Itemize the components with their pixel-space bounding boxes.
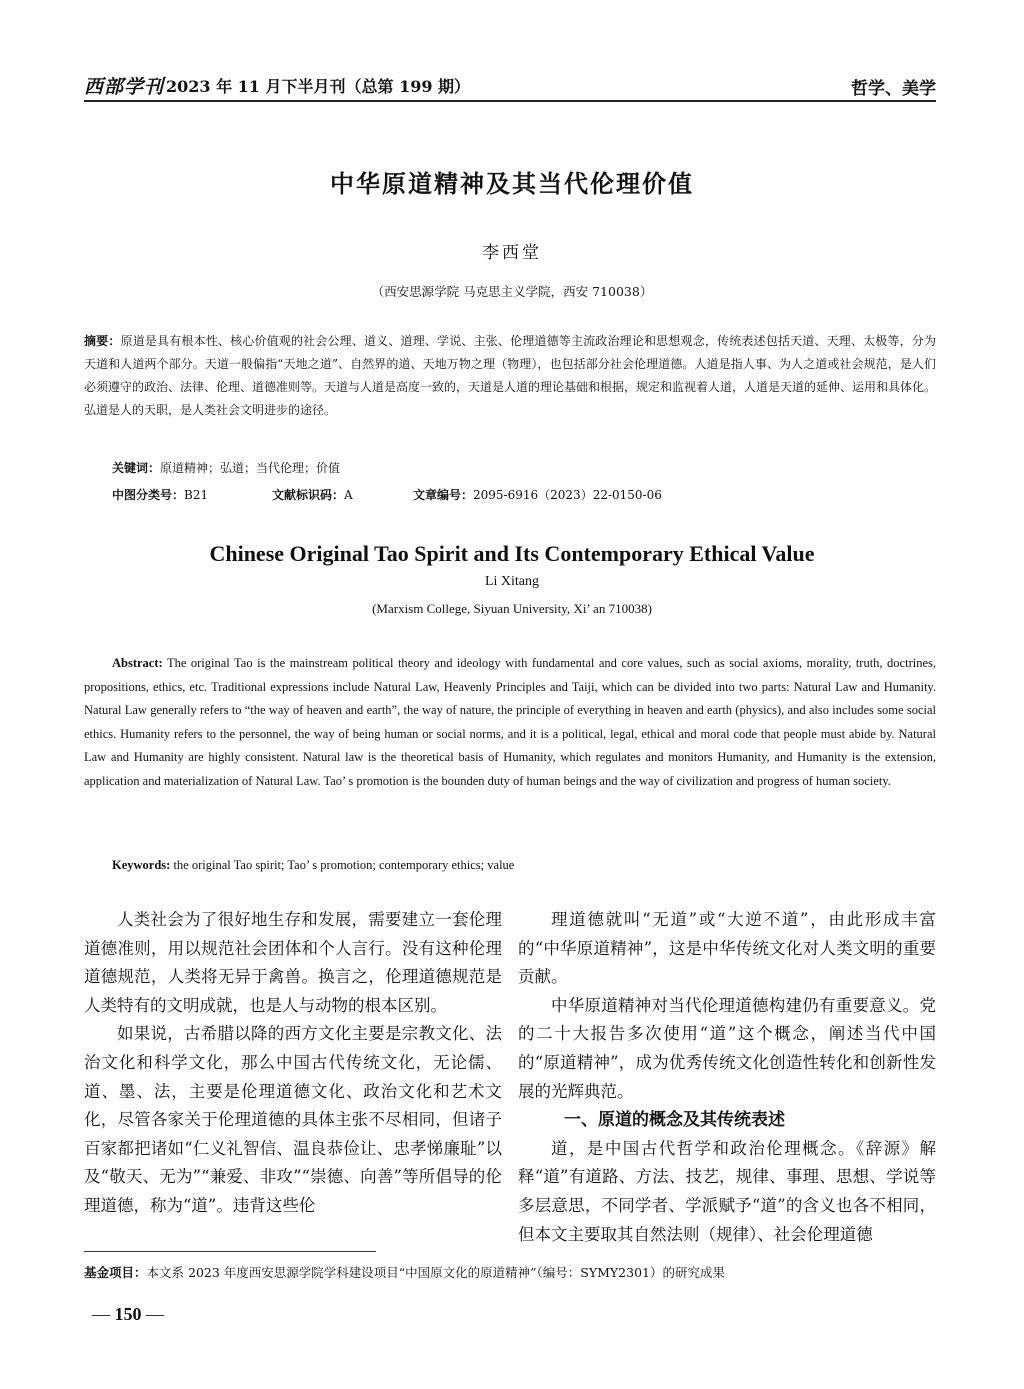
footnote-rule [84, 1251, 376, 1252]
page-number: — 150 — [92, 1304, 164, 1324]
body-column-right [518, 906, 936, 1249]
article-number-label: 文章编号： [413, 488, 474, 502]
keywords-cn [112, 459, 340, 476]
article-number [413, 486, 662, 503]
page-number-value: 150 [114, 1304, 142, 1324]
body-paragraph: 如果说，古希腊以降的西方文化主要是宗教文化、法治文化和科学文化，那么中国古代传统文化，无论儒、道、墨、法，主要是伦理道德文化、政治文化和艺术文化，尽管各家关于伦理道德的具体主张不尽相同，但诸子百家都把诸如“仁义礼智信、温良恭俭让、忠孝悌廉耻”以及“敬天、无为”“兼爱、非攻”“崇德、向善”等所倡导的伦理道德，称为“道”。违背这些伦 [84, 1024, 502, 1215]
keywords-en [112, 858, 514, 873]
abstract-cn-text: 原道是具有根本性、核心价值观的社会公理、道义、道理、学说、主张、伦理道德等主流政治理论和思想观念，传统表述包括天道、天理、太极等，分为天道和人道两个部分。天道一般偏指“天地之道”、自然界的道、天地万物之理（物理），也包括部分社会伦理道德。人道是指人事、为人之道或社会规范，是人们必须遵守的政治、法律、伦理、道德准则等。天道与人道是高度一致的，天道是人道的理论基础和根据，规定和监视着人道，人道是天道的延伸、运用和具体化。弘道是人的天职，是人类社会文明进步的途径。 [84, 334, 937, 417]
section-heading: 一、原道的概念及其传统表述 [564, 1110, 785, 1131]
article-number-value: 2095-6916（2023）22-0150-06 [473, 488, 662, 502]
body-paragraph: 中华原道精神对当代伦理道德构建仍有重要意义。党的二十大报告多次使用“道”这个概念，阐述当代中国的“原道精神”，成为优秀传统文化创造性转化和创新性发展的光辉典范。 [518, 995, 936, 1101]
header-rule [84, 100, 936, 102]
author-cn: 李西堂 [482, 243, 542, 263]
journal-section: 哲学、美学 [851, 79, 936, 99]
keywords-en-text: the original Tao spirit; Tao’ s promotion; contemporary ethics; value [173, 858, 515, 872]
clc-number [112, 486, 208, 503]
keywords-cn-text: 原道精神；弘道；当代伦理；价值 [160, 461, 341, 475]
clc-value: B21 [184, 488, 209, 502]
author-en: Li Xitang [484, 574, 540, 589]
affiliation-cn: （西安思源学院 马克思主义学院，西安 710038） [371, 284, 653, 299]
paper-title-cn: 中华原道精神及其当代伦理价值 [330, 170, 694, 198]
abstract-en-text: The original Tao is the mainstream political theory and ideology with fundamental and core values, such as social axioms, morality, truth, doctrines, propositions, ethics, etc. Traditional expressions include Natural Law, Heavenly Principles and Taiji, which can be divided into two parts: Natural Law and Humanity. Natural Law generally refers to “the way of heaven and earth”, the way of nature, the principle of everything in heaven and earth (physics), and also includes some social ethics. Humanity refers to the personnel, the way of being human or social norms, and it is a political, legal, ethical and moral code that people must abide by. Natural Law and Humanity are highly consistent. Natural law is the theoretical basis of Humanity, which regulates and monitors Humanity, and Humanity is the extension, application and materialization of Natural Law. Tao’ s promotion is the bounden duty of human beings and the way of civilization and progress of human society. [84, 656, 936, 788]
document-code-value: A [344, 488, 353, 502]
paper-title-en: Chinese Original Tao Spirit and Its Contemporary Ethical Value [209, 541, 815, 566]
document-code-label: 文献标识码： [272, 488, 345, 502]
clc-label: 中图分类号： [112, 488, 185, 502]
footnote-text: 本文系 2023 年度西安思源学院学科建设项目“中国原文化的原道精神”（编号：SYMY2301）的研究成果 [146, 1265, 725, 1280]
journal-issue: 2023 年 11 月下半月刊（总第 199 期） [166, 77, 471, 96]
document-code [272, 486, 353, 503]
body-column-left [84, 906, 502, 1221]
abstract-cn-label: 摘要： [84, 334, 121, 348]
footnote [84, 1263, 725, 1281]
keywords-en-label: Keywords: [112, 858, 171, 872]
abstract-en [84, 652, 936, 793]
body-paragraph: 理道德就叫“无道”或“大逆不道”，由此形成丰富的“中华原道精神”，这是中华传统文化对人类文明的重要贡献。 [518, 910, 936, 987]
journal-logo: 西部学刊 [84, 76, 165, 98]
affiliation-en: (Marxism College, Siyuan University, Xi’ an 710038) [372, 601, 652, 616]
abstract-cn [84, 330, 936, 422]
footnote-label: 基金项目： [84, 1265, 147, 1280]
running-header [84, 70, 936, 100]
keywords-cn-label: 关键词： [112, 461, 161, 475]
abstract-en-label: Abstract: [112, 656, 163, 670]
body-paragraph: 人类社会为了很好地生存和发展，需要建立一套伦理道德准则，用以规范社会团体和个人言行。没有这种伦理道德规范，人类将无异于禽兽。换言之，伦理道德规范是人类特有的文明成就，也是人与动物的根本区别。 [84, 910, 502, 1015]
body-paragraph: 道，是中国古代哲学和政治伦理概念。《辞源》解释“道”有道路、方法、技艺，规律、事理、思想、学说等多层意思，不同学者、学派赋予“道”的含义也各不相同，但本文主要取其自然法则（规律）、社会伦理道德 [518, 1138, 936, 1244]
